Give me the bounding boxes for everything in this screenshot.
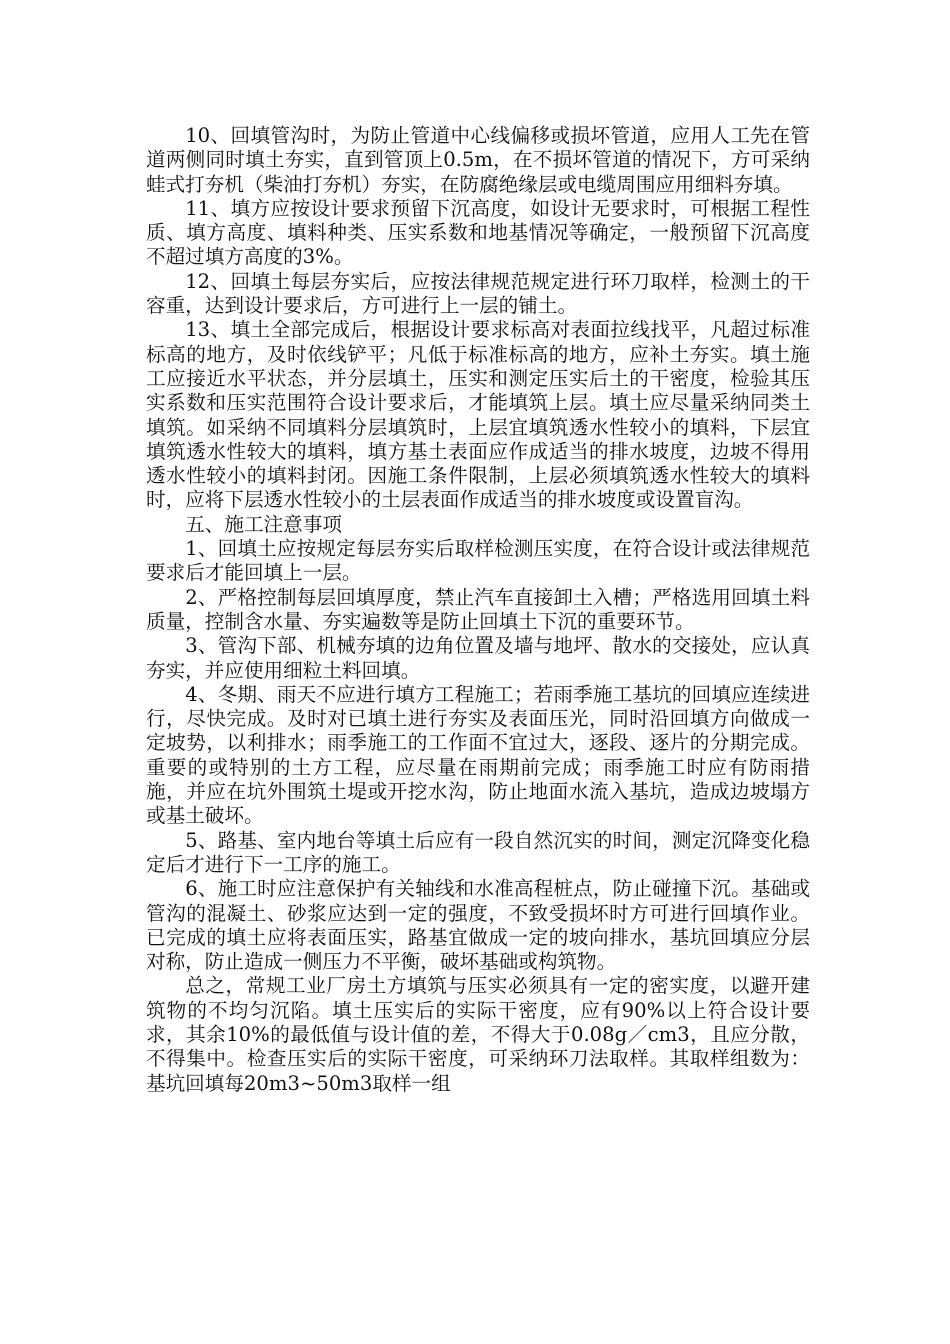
paragraph-note-5: 5、路基、室内地台等填土后应有一段自然沉实的时间，测定沉降变化稳定后才进行下一工序的施工。 [146,828,810,876]
paragraph-note-4: 4、冬期、雨天不应进行填方工程施工；若雨季施工基坑的回填应连续进行，尽快完成。及时对已填土进行夯实及表面压光，同时沿回填方向做成一定坡势，以利排水；雨季施工的工作面不宜过大，逐段、逐片的分期完成。重要的或特别的土方工程，应尽量在雨期前完成；雨季施工时应有防雨措施，并应在坑外围筑土堤或开挖水沟，防止地面水流入基坑，造成边坡塌方或基土破坏。 [146,682,810,828]
section-heading: 五、施工注意事项 [185,512,342,536]
paragraph-note-2: 2、严格控制每层回填厚度，禁止汽车直接卸土入槽；严格选用回填土料质量，控制含水量、夯实遍数等是防止回填土下沉的重要环节。 [146,585,810,633]
paragraph-note-3: 3、管沟下部、机械夯填的边角位置及墙与地坪、散水的交接处，应认真夯实，并应使用细粒土料回填。 [146,634,810,682]
paragraph-item-13: 13、填土全部完成后，根据设计要求标高对表面拉线找平，凡超过标准标高的地方，及时依线铲平；凡低于标准标高的地方，应补土夯实。填土施工应接近水平状态，并分层填土，压实和测定压实后土的干密度，检验其压实系数和压实范围符合设计要求后，才能填筑上层。填土应尽量采纳同类土填筑。如采纳不同填料分层填筑时，上层宜填筑透水性较小的填料，下层宜填筑透水性较大的填料，填方基土表面应作成适当的排水坡度，边坡不得用透水性较小的填料封闭。因施工条件限制，上层必须填筑透水性较大的填料时，应将下层透水性较小的土层表面作成适当的排水坡度或设置盲沟。 [146,318,810,512]
document-body [146,124,810,1096]
paragraph-item-10: 10、回填管沟时，为防止管道中心线偏移或损坏管道，应用人工先在管道两侧同时填土夯实，直到管顶上0.5m，在不损坏管道的情况下，方可采纳蛙式打夯机（柴油打夯机）夯实，在防腐绝缘层或电缆周围应用细料夯填。 [146,124,810,196]
paragraph-note-6: 6、施工时应注意保护有关轴线和水准高程桩点，防止碰撞下沉。基础或管沟的混凝土、砂浆应达到一定的强度，不致受损坏时方可进行回填作业。已完成的填土应将表面压实，路基宜做成一定的坡向排水，基坑回填应分层对称，防止造成一侧压力不平衡，破坏基础或构筑物。 [146,877,810,974]
paragraph-item-11: 11、填方应按设计要求预留下沉高度，如设计无要求时，可根据工程性质、填方高度、填料种类、压实系数和地基情况等确定，一般预留下沉高度不超过填方高度的3%。 [146,196,810,269]
paragraph-summary: 总之，常规工业厂房土方填筑与压实必须具有一定的密实度，以避开建筑物的不均匀沉陷。填土压实后的实际干密度，应有90%以上符合设计要求，其余10%的最低值与设计值的差，不得大于0.08g／cm3，且应分散，不得集中。检查压实后的实际干密度，可采纳环刀法取样。其取样组数为：基坑回填每20m3~50m3取样一组 [146,974,810,1095]
paragraph-item-12: 12、回填土每层夯实后，应按法律规范规定进行环刀取样，检测土的干容重，达到设计要求后，方可进行上一层的铺土。 [146,269,810,318]
paragraph-note-1: 1、回填土应按规定每层夯实后取样检测压实度，在符合设计或法律规范要求后才能回填上一层。 [146,537,810,585]
